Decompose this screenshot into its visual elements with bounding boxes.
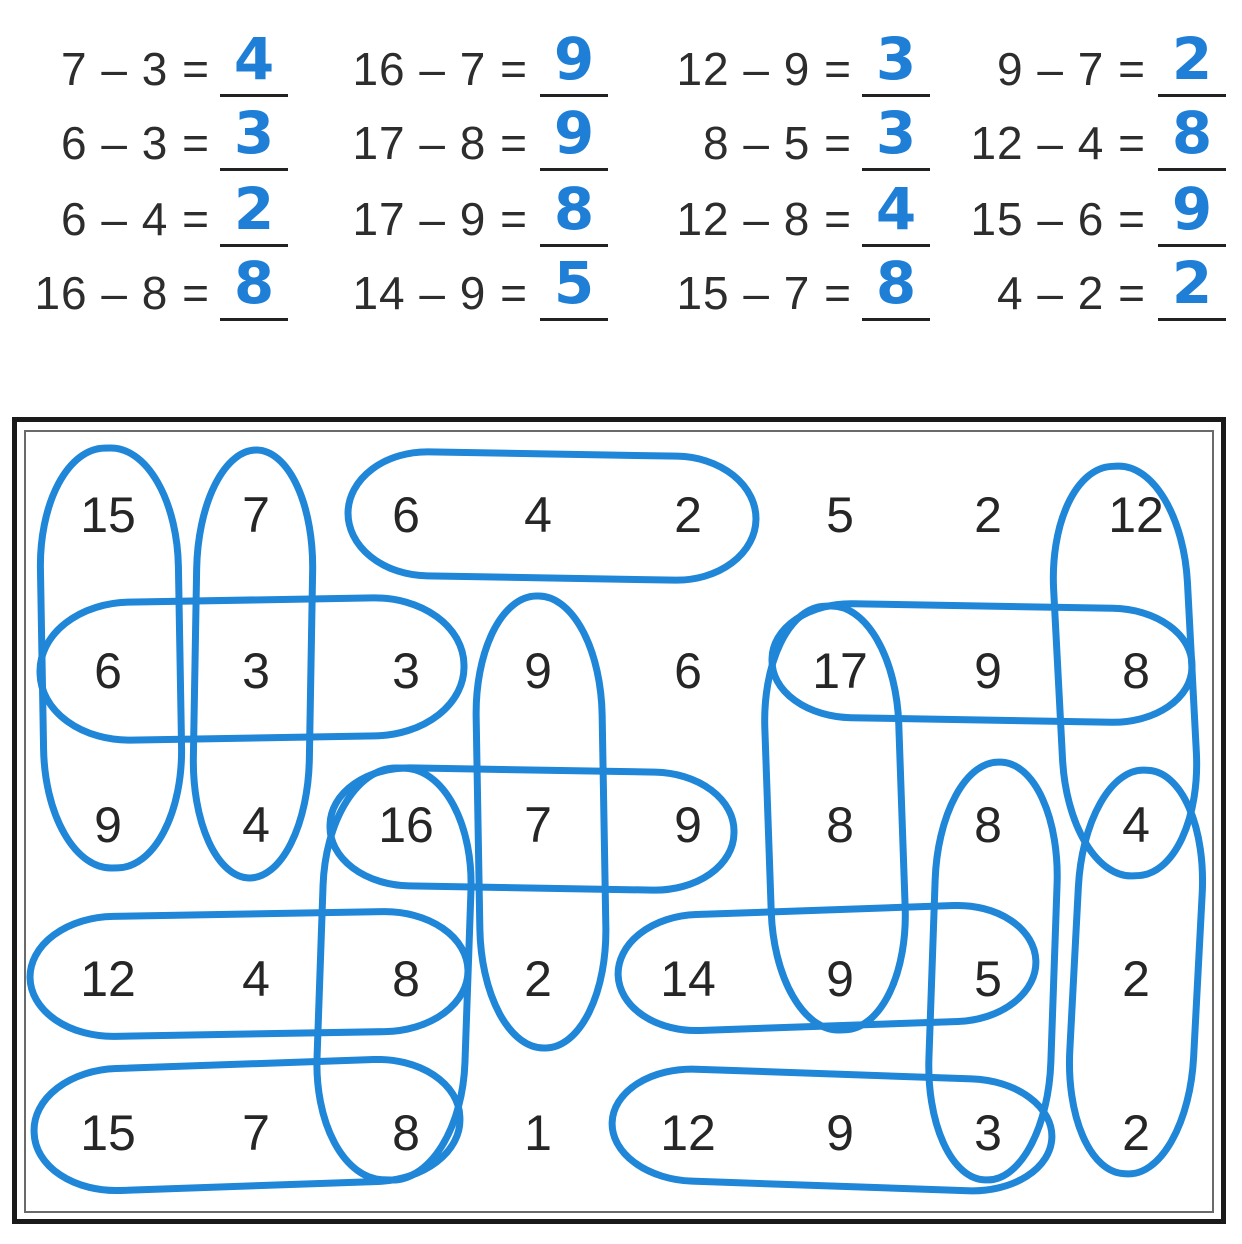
handwritten-answer: 8 xyxy=(233,249,275,317)
grid-cell-number: 8 xyxy=(392,1105,420,1161)
circled-groups xyxy=(29,447,1209,1194)
equation-problem: 12 – 9 = xyxy=(676,43,852,95)
handwritten-answer: 3 xyxy=(233,99,275,167)
equation-problem: 12 – 8 = xyxy=(676,193,852,245)
grid-cell-number: 8 xyxy=(826,797,854,853)
grid-cell-number: 8 xyxy=(974,797,1002,853)
grid-cell-number: 4 xyxy=(524,487,552,543)
handwritten-answer: 8 xyxy=(553,175,595,243)
grid-cell-number: 12 xyxy=(660,1105,716,1161)
grid-cell-number: 14 xyxy=(660,951,716,1007)
grid-cell-number: 2 xyxy=(974,487,1002,543)
grid-cell-number: 9 xyxy=(524,643,552,699)
grid-cell-number: 6 xyxy=(392,487,420,543)
equation-problem: 14 – 9 = xyxy=(352,267,528,319)
grid-cell-number: 16 xyxy=(378,797,434,853)
grid-cell-number: 2 xyxy=(1122,951,1150,1007)
equation-problem: 4 – 2 = xyxy=(997,267,1146,319)
handwritten-answer: 9 xyxy=(553,25,595,93)
grid-cell-number: 5 xyxy=(826,487,854,543)
grid-cell-number: 9 xyxy=(674,797,702,853)
handwritten-answer: 8 xyxy=(875,249,917,317)
grid-cell-number: 7 xyxy=(242,487,270,543)
equation-problem: 9 – 7 = xyxy=(997,43,1146,95)
grid-cell-number: 2 xyxy=(524,951,552,1007)
handwritten-answer: 4 xyxy=(875,175,917,243)
grid-cell-number: 2 xyxy=(1122,1105,1150,1161)
grid-cell-number: 3 xyxy=(392,643,420,699)
handwritten-answer: 8 xyxy=(1171,99,1213,167)
grid-cell-number: 5 xyxy=(974,951,1002,1007)
grid-cell-number: 1 xyxy=(524,1105,552,1161)
grid-cell-number: 9 xyxy=(974,643,1002,699)
equation-problem: 16 – 8 = xyxy=(34,267,210,319)
grid-cell-number: 3 xyxy=(242,643,270,699)
grid-cell-number: 4 xyxy=(242,797,270,853)
grid-cell-number: 12 xyxy=(80,951,136,1007)
grid-cell-number: 9 xyxy=(94,797,122,853)
equation-problem: 16 – 7 = xyxy=(352,43,528,95)
equation-problem: 15 – 6 = xyxy=(970,193,1146,245)
grid-cell-number: 8 xyxy=(1122,643,1150,699)
handwritten-answer: 9 xyxy=(553,99,595,167)
equation-problem: 6 – 3 = xyxy=(61,117,210,169)
handwritten-answer: 5 xyxy=(553,249,595,317)
equation-problem: 8 – 5 = xyxy=(703,117,852,169)
grid-cell-number: 9 xyxy=(826,951,854,1007)
grid-cell-number: 7 xyxy=(524,797,552,853)
grid-cell-number: 4 xyxy=(1122,797,1150,853)
handwritten-answer: 3 xyxy=(875,99,917,167)
handwritten-answer: 4 xyxy=(233,25,275,93)
equation-problem: 12 – 4 = xyxy=(970,117,1146,169)
grid-cell-number: 8 xyxy=(392,951,420,1007)
equation-problem: 17 – 8 = xyxy=(352,117,528,169)
handwritten-answer: 2 xyxy=(233,175,275,243)
grid-cell-number: 9 xyxy=(826,1105,854,1161)
grid-cell-number: 15 xyxy=(80,487,136,543)
handwritten-answer: 2 xyxy=(1171,249,1213,317)
grid-cell-number: 4 xyxy=(242,951,270,1007)
equation-problem: 6 – 4 = xyxy=(61,193,210,245)
grid-cell-number: 15 xyxy=(80,1105,136,1161)
grid-cell-number: 6 xyxy=(94,643,122,699)
handwritten-answer: 3 xyxy=(875,25,917,93)
grid-numbers xyxy=(80,487,1164,1161)
grid-cell-number: 3 xyxy=(974,1105,1002,1161)
grid-cell-number: 2 xyxy=(674,487,702,543)
equation-problem: 15 – 7 = xyxy=(676,267,852,319)
grid-cell-number: 17 xyxy=(812,643,868,699)
equation-problem: 7 – 3 = xyxy=(61,43,210,95)
grid-cell-number: 12 xyxy=(1108,487,1164,543)
equation-problem: 17 – 9 = xyxy=(352,193,528,245)
grid-cell-number: 6 xyxy=(674,643,702,699)
handwritten-answer: 9 xyxy=(1171,175,1213,243)
handwritten-answer: 2 xyxy=(1171,25,1213,93)
grid-cell-number: 7 xyxy=(242,1105,270,1161)
